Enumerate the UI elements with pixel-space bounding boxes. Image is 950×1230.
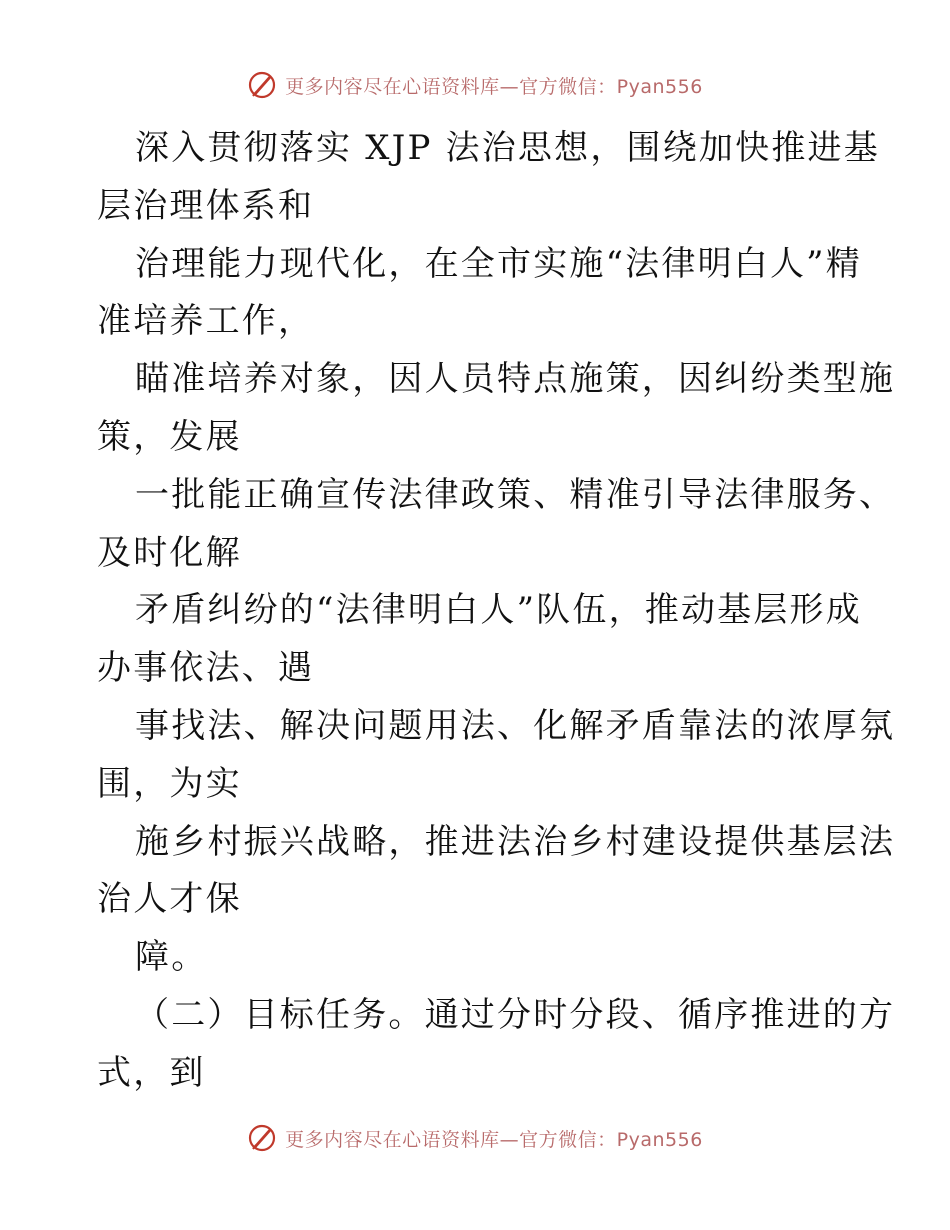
text-line: 及时化解: [97, 532, 242, 573]
text-line: 层治理体系和: [97, 185, 315, 226]
text-line: 深入贯彻落实 XJP 法治思想，围绕加快推进基: [135, 128, 880, 168]
body-text: [97, 120, 896, 1103]
text-line: 治人才保: [97, 879, 242, 920]
text-line: （二）目标任务。通过分时分段、循序推进的方: [135, 994, 896, 1035]
text-line: 策，发展: [97, 416, 242, 457]
text-line: 障。: [135, 937, 208, 978]
text-line: 准培养工作，: [97, 301, 315, 342]
watermark-text: 更多内容尽在心语资料库—官方微信：Pyan556: [285, 75, 703, 98]
watermark-text: 更多内容尽在心语资料库—官方微信：Pyan556: [285, 1128, 703, 1151]
text-line: 式，到: [97, 1052, 206, 1093]
text-line: 办事依法、遇: [97, 648, 315, 689]
text-line: 施乡村振兴战略，推进法治乡村建设提供基层法: [135, 821, 896, 862]
text-line: 瞄准培养对象，因人员特点施策，因纠纷类型施: [135, 359, 896, 400]
text-line: 矛盾纠纷的“法律明白人”队伍，推动基层形成: [135, 590, 862, 631]
quill-pen-logo-icon: [247, 70, 277, 100]
footer-watermark: [0, 1123, 950, 1153]
text-line: 事找法、解决问题用法、化解矛盾靠法的浓厚氛: [135, 705, 896, 746]
quill-pen-logo-icon: [247, 1123, 277, 1153]
text-line: 围，为实: [97, 763, 242, 804]
text-line: 治理能力现代化，在全市实施“法律明白人”精: [135, 243, 862, 284]
text-line: 一批能正确宣传法律政策、精准引导法律服务、: [135, 474, 896, 515]
header-watermark: [0, 70, 950, 100]
